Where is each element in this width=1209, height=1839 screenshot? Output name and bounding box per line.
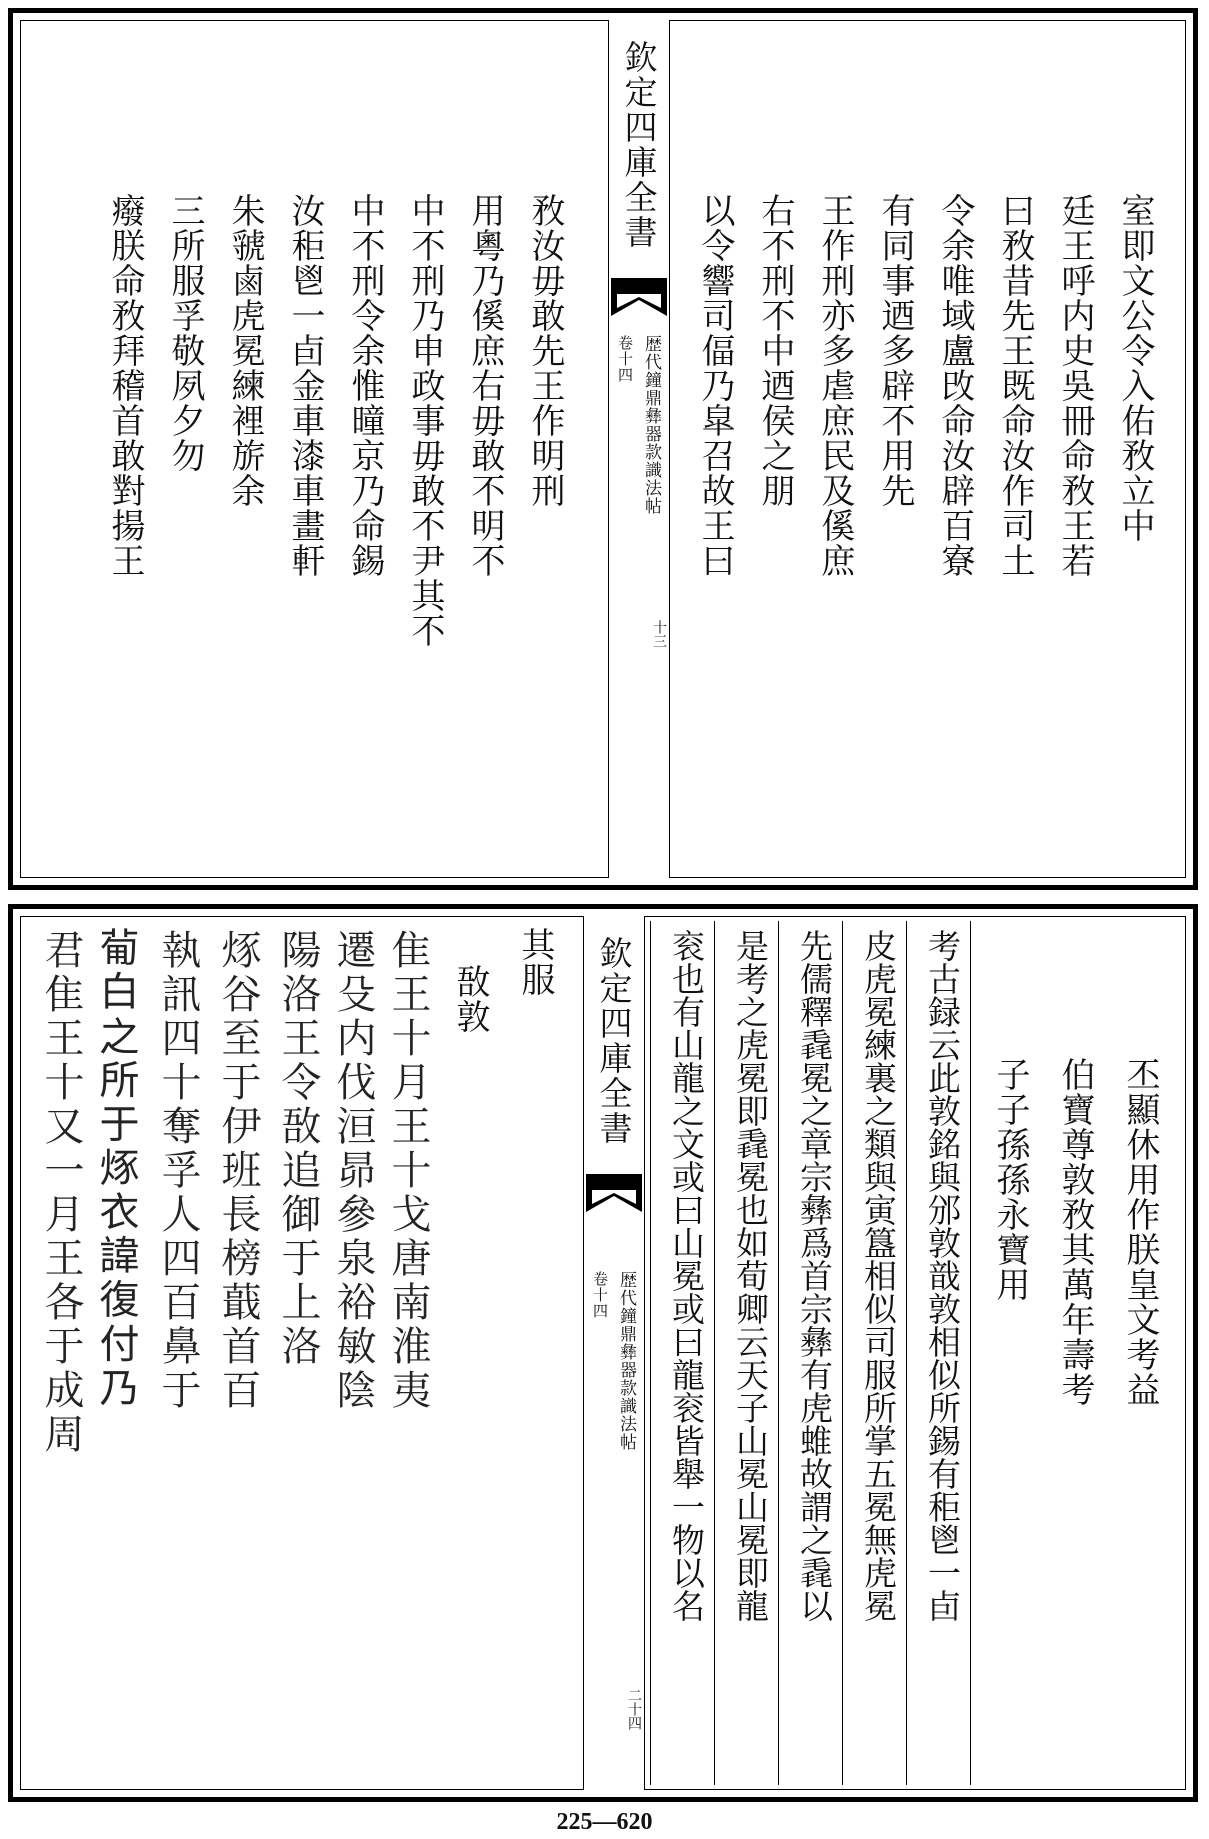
commentary-column: 皮虎冕練裏之類與寅簋相似司服所掌五冕無虎冕 [859, 929, 898, 1622]
spine-title: 欽定四庫全書 [619, 40, 659, 250]
spine-volume: 卷十四 [616, 335, 634, 383]
text-column: 有同事迺多辟不用先 [875, 193, 915, 508]
text-column: 三所服孚敬夙夕勿 [165, 193, 205, 473]
text-column: 中不刑乃申政事毋敢不尹其不 [405, 193, 445, 648]
column-rule [714, 921, 715, 1785]
commentary-column: 考古録云此敦銘與邠敦戠敦相似所錫有秬鬯一卣 [923, 929, 962, 1622]
spine-folio: 十三 [651, 620, 667, 648]
commentary-column: 是考之虎冕即毳冕也如荀卿云天子山冕山冕即龍 [731, 929, 770, 1622]
seal-script-column: 𤰈白之所于烼衣諱復付乃 [95, 929, 141, 1413]
spine-title: 欽定四庫全書 [594, 936, 634, 1146]
seal-script-column: 君隹王十又一月王各于成周 [38, 929, 84, 1457]
text-column: 王作刑亦多虐庶民及傒庶 [815, 193, 855, 578]
text-column: 中不刑令余惟曈京乃命錫 [345, 193, 385, 578]
upper-page [8, 8, 1198, 890]
text-column: 伯寶尊敦敄其萬年壽考 [1055, 1057, 1095, 1407]
text-column: 敄汝毋敢先王作明刑 [525, 193, 565, 508]
text-column: 癈朕命敄拜稽首敢對揚王 [105, 193, 145, 578]
text-column: 右不刑不中迺侯之朋 [755, 193, 795, 508]
text-column: 室即文公令入佑敄立中 [1115, 193, 1155, 543]
lower-page [8, 904, 1198, 1802]
seal-script-column: 執訊四十奪孚人四百鼻于 [155, 929, 201, 1413]
text-column: 其服 [515, 927, 555, 997]
fishtail-mark [586, 1174, 642, 1214]
book-spine [583, 916, 645, 1790]
commentary-column: 衮也有山龍之文或曰山冕或曰龍衮皆舉一物以名 [667, 929, 706, 1622]
text-column: 子子孫孫永寶用 [990, 1057, 1030, 1302]
seal-script-column: 隹王十月王十戈唐南淮夷 [385, 929, 431, 1413]
column-rule [842, 921, 843, 1785]
column-rule [778, 921, 779, 1785]
column-rule [906, 921, 907, 1785]
seal-script-column: 烼谷至于伊班長榜蕺首百 [215, 929, 261, 1413]
seal-script-column: 遷殳内伐洹昴參泉裕敏陰 [330, 929, 376, 1413]
text-column: 汝秬鬯一卣金車漆車畫軒 [285, 193, 325, 578]
column-rule [970, 921, 971, 1785]
text-column: 廷王呼内史吳冊命敄王若 [1055, 193, 1095, 578]
spine-folio: 二十四 [626, 1688, 642, 1730]
commentary-column: 先儒釋毳冕之章宗彝爲首宗彝有虎蜼故謂之毳以 [795, 929, 834, 1622]
text-column: 以令響司偪乃皐召故王曰 [695, 193, 735, 578]
text-column: 曰敄昔先王既命汝作司土 [995, 193, 1035, 578]
text-column: 丕顯休用作朕皇文考益 [1120, 1057, 1160, 1407]
spine-book-title: 歴代鐘鼎彝器款識法帖 [641, 335, 661, 515]
text-column: 用粵乃傒庶右毋敢不明不 [465, 193, 505, 578]
fishtail-mark [611, 278, 667, 318]
text-column: 朱虢鹵虎冕練裡旂余 [225, 193, 265, 508]
spine-volume: 卷十四 [591, 1271, 609, 1319]
text-column: 令余唯域盧攺命汝辟百寮 [935, 193, 975, 578]
spine-book-title: 歴代鐘鼎彝器款識法帖 [616, 1271, 636, 1451]
seal-script-column: 陽洛王令敔追御于上洛 [275, 929, 321, 1369]
book-spine [608, 20, 670, 878]
inscription-title: 敔敦 [450, 964, 490, 1034]
column-rule [650, 921, 651, 1785]
page-number: 225—620 [556, 1809, 653, 1835]
